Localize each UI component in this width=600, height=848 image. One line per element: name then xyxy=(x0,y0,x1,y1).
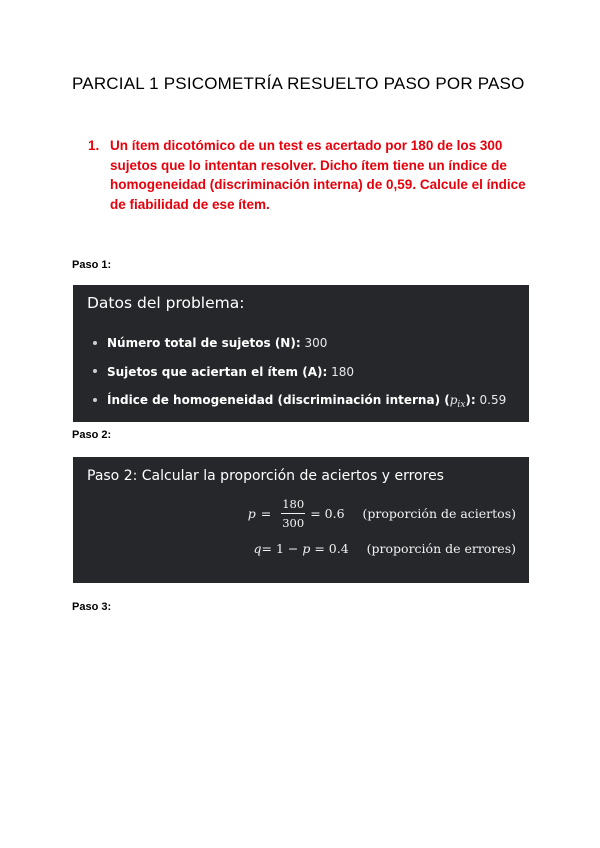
bullet-icon xyxy=(93,398,97,402)
fraction: $\frac{180}{300}$ xyxy=(282,497,305,530)
bullet-icon xyxy=(93,341,97,345)
equation-p: p = $\frac{180}{300}$ = 0.6 (proporción de aciertos) xyxy=(247,497,516,530)
list-item: Sujetos que aciertan el ítem (A): 180 xyxy=(93,358,506,387)
step-2-label: Paso 2: xyxy=(72,429,112,441)
question-1 xyxy=(88,136,533,214)
proportion-title: Paso 2: Calcular la proporción de aciertos y errores xyxy=(87,468,444,484)
problem-data-title: Datos del problema: xyxy=(87,294,245,312)
equation-q: q = 1 − p = 0.4 (proporción de errores) xyxy=(253,541,516,556)
list-item: Índice de homogeneidad (discriminación interna) $(p_{ix})$: 0.59 xyxy=(93,386,506,420)
page-title: PARCIAL 1 PSICOMETRÍA RESUELTO PASO POR PASO xyxy=(72,74,525,93)
bullet-icon xyxy=(93,369,97,373)
step-3-label: Paso 3: xyxy=(72,601,112,613)
step-1-label: Paso 1: xyxy=(72,259,112,271)
question-number: 1. xyxy=(88,138,100,153)
question-text: Un ítem dicotómico de un test es acertado por 180 de los 300 sujetos que lo intentan resolver. Dicho ítem tiene un índice de homogeneidad (discriminación interna) de 0,59. Calcule el índice de fiabilidad de ese ítem. xyxy=(110,138,526,212)
proportion-panel xyxy=(73,457,529,583)
problem-data-panel xyxy=(73,285,529,422)
list-item: Número total de sujetos (N): 300 xyxy=(93,329,506,358)
problem-data-list xyxy=(93,329,506,420)
